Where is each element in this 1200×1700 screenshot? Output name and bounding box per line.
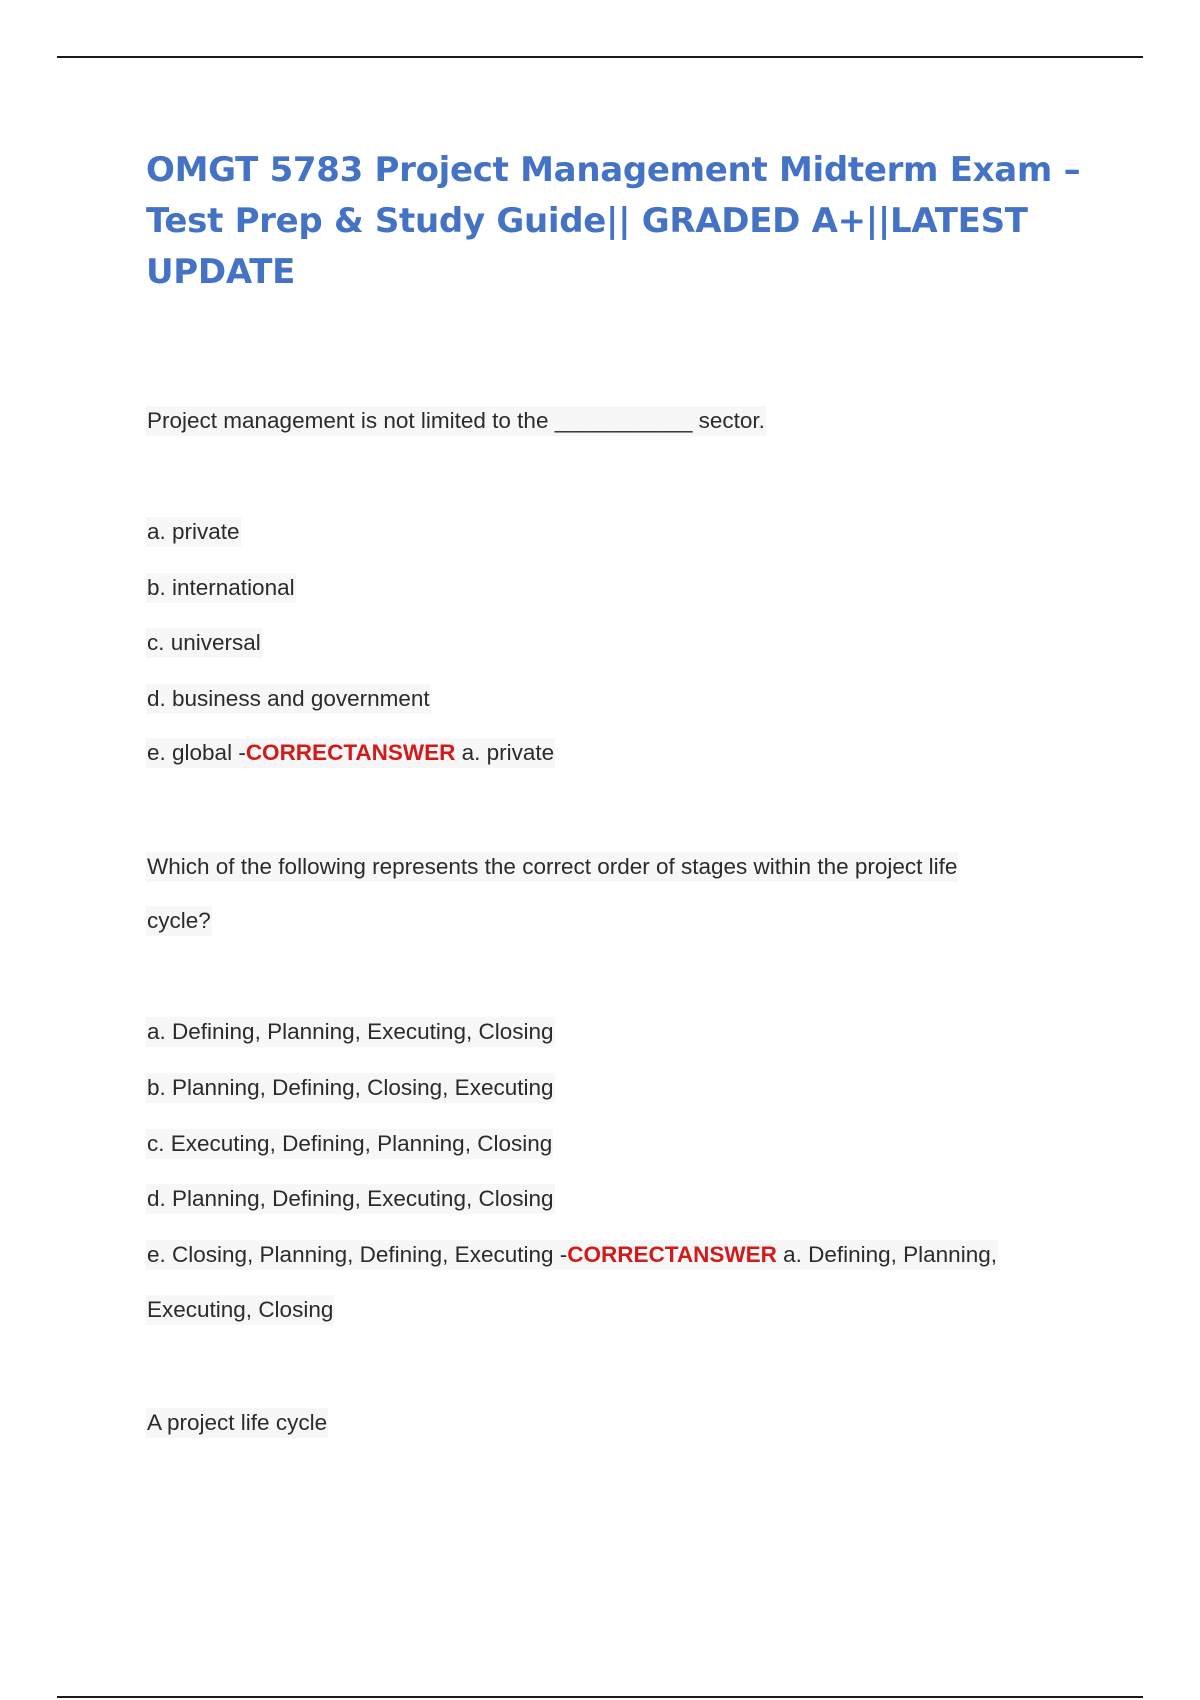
question-1-option-e xyxy=(146,738,555,768)
question-2-option-d: d. Planning, Defining, Executing, Closing xyxy=(146,1184,555,1214)
question-3-prompt: A project life cycle xyxy=(146,1408,328,1438)
bottom-rule xyxy=(57,1696,1143,1698)
question-2-option-a: a. Defining, Planning, Executing, Closing xyxy=(146,1017,555,1047)
correct-answer-label: CORRECTANSWER xyxy=(567,1242,777,1267)
top-rule xyxy=(57,56,1143,58)
question-2-answer-continuation: Executing, Closing xyxy=(146,1295,334,1325)
question-2-prompt-line-1: Which of the following represents the correct order of stages within the project life xyxy=(146,852,958,882)
question-1-prompt: Project management is not limited to the ___________ sector. xyxy=(146,406,766,436)
question-2-answer: a. Defining, Planning, xyxy=(776,1242,997,1267)
document-title: OMGT 5783 Project Management Midterm Exam – Test Prep & Study Guide|| GRADED A+||LATEST UPDATE xyxy=(146,150,1081,292)
question-2-option-b: b. Planning, Defining, Closing, Executing xyxy=(146,1073,555,1103)
question-1-option-a: a. private xyxy=(146,517,241,547)
question-1-option-d: d. business and government xyxy=(146,684,431,714)
question-1-option-c: c. universal xyxy=(146,628,262,658)
question-2-prompt-line-2: cycle? xyxy=(146,906,212,936)
question-2-option-e-text: e. Closing, Planning, Defining, Executing - xyxy=(147,1242,568,1267)
question-1-option-b: b. international xyxy=(146,573,296,603)
question-1-answer: a. private xyxy=(455,740,555,765)
question-2-option-c: c. Executing, Defining, Planning, Closing xyxy=(146,1129,553,1159)
question-1-option-e-text: e. global - xyxy=(147,740,246,765)
correct-answer-label: CORRECTANSWER xyxy=(245,740,456,765)
question-2-option-e xyxy=(146,1240,998,1270)
